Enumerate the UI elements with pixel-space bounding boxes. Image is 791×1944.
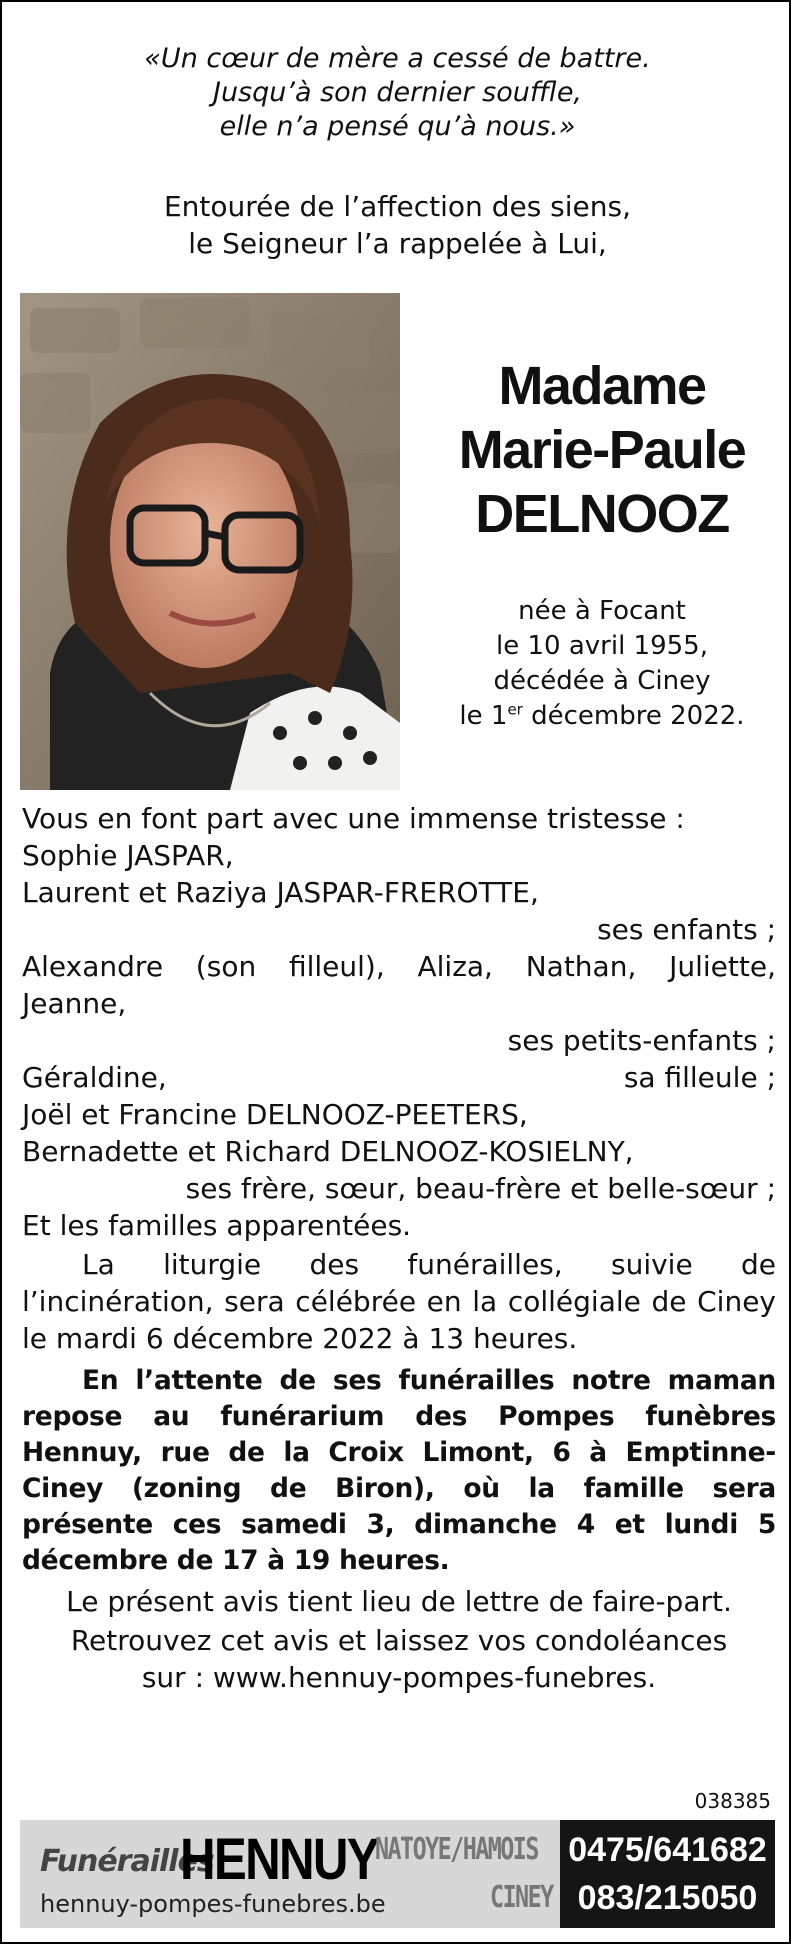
banner-phones [560,1820,775,1928]
death-place: décédée à Ciney [493,666,711,696]
banner-word: Funérailles [40,1844,214,1879]
deceased-first-name: Marie-Paule [458,420,746,480]
grandchildren-line: Alexandre (son filleul), Aliza, Nathan, Juliette, [22,950,776,983]
birth-place: née à Focant [518,596,686,626]
sibling-name: Joël et Francine DELNOOZ-PEETERS, [22,1098,528,1131]
announce-line: Vous en font part avec une immense tristesse : [22,802,685,835]
birth-date: le 10 avril 1955, [496,631,708,661]
condolences-url: sur : www.hennuy-pompes-funebres. [141,1661,657,1694]
portrait-photo [20,293,400,790]
liturgy-paragraph: La liturgie des funérailles, suivie de l’incinération, sera célébrée en la collégiale de Ciney le mardi 6 décembre 2022 à 13 heures. [22,1248,776,1355]
reference-number: 038385 [694,1789,771,1813]
banner-brand-logo: HENNUY [180,1827,378,1892]
phone-number[interactable]: 0475/641682 [568,1831,767,1869]
children-label: ses enfants ; [597,913,776,946]
intro-line: Entourée de l’affection des siens, [163,190,632,223]
deceased-title: Madame [498,356,706,416]
quote-line: «Un cœur de mère a cessé de battre. [144,43,651,74]
quote-line: Jusqu’à son dernier souffle, [212,77,583,108]
banner-url[interactable]: hennuy-pompes-funebres.be [40,1890,386,1918]
opening-quote [2,42,791,144]
banner-location: NATOYE/HAMOIS [375,1832,538,1867]
banner-location: CINEY [490,1880,553,1915]
quote-line: elle n’a pensé qu’à nous.» [219,111,576,142]
goddaughter-name: Géraldine, [22,1061,167,1094]
funeral-home-banner [20,1820,775,1928]
grandchildren-label: ses petits-enfants ; [507,1024,776,1057]
child-name: Laurent et Raziya JASPAR-FREROTTE, [22,876,539,909]
intro-line: le Seigneur l’a rappelée à Lui, [188,227,607,260]
life-dates [412,594,791,734]
deceased-last-name: DELNOOZ [475,484,729,544]
sibling-name: Bernadette et Richard DELNOOZ-KOSIELNY, [22,1135,634,1168]
condolences-line: Retrouvez cet avis et laissez vos condoléances [70,1624,728,1657]
child-name: Sophie JASPAR, [22,839,234,872]
goddaughter-label: sa filleule ; [623,1061,776,1094]
goddaughter-row [22,1059,776,1096]
notice-line: Le présent avis tient lieu de lettre de faire-part. [66,1585,732,1618]
intro-text [2,188,791,262]
notice-body [22,800,776,1696]
relatives-line: Et les familles apparentées. [22,1209,412,1242]
portrait-photo-icon [20,293,400,790]
deceased-name [412,354,791,546]
grandchildren-line: Jeanne, [22,987,127,1020]
phone-number[interactable]: 083/215050 [577,1879,758,1917]
death-date: le 1er décembre 2022. [459,700,745,731]
visitation-paragraph: En l’attente de ses funérailles notre maman repose au funérarium des Pompes funèbres Hennuy, rue de la Croix Limont, 6 à Emptinne-Ciney (zoning de Biron), où la famille sera présente ces samedi 3, dimanche 4 et lundi 5 décembre de 17 à 19 heures. [22,1365,776,1576]
siblings-label: ses frère, sœur, beau-frère et belle-sœur ; [185,1172,776,1205]
